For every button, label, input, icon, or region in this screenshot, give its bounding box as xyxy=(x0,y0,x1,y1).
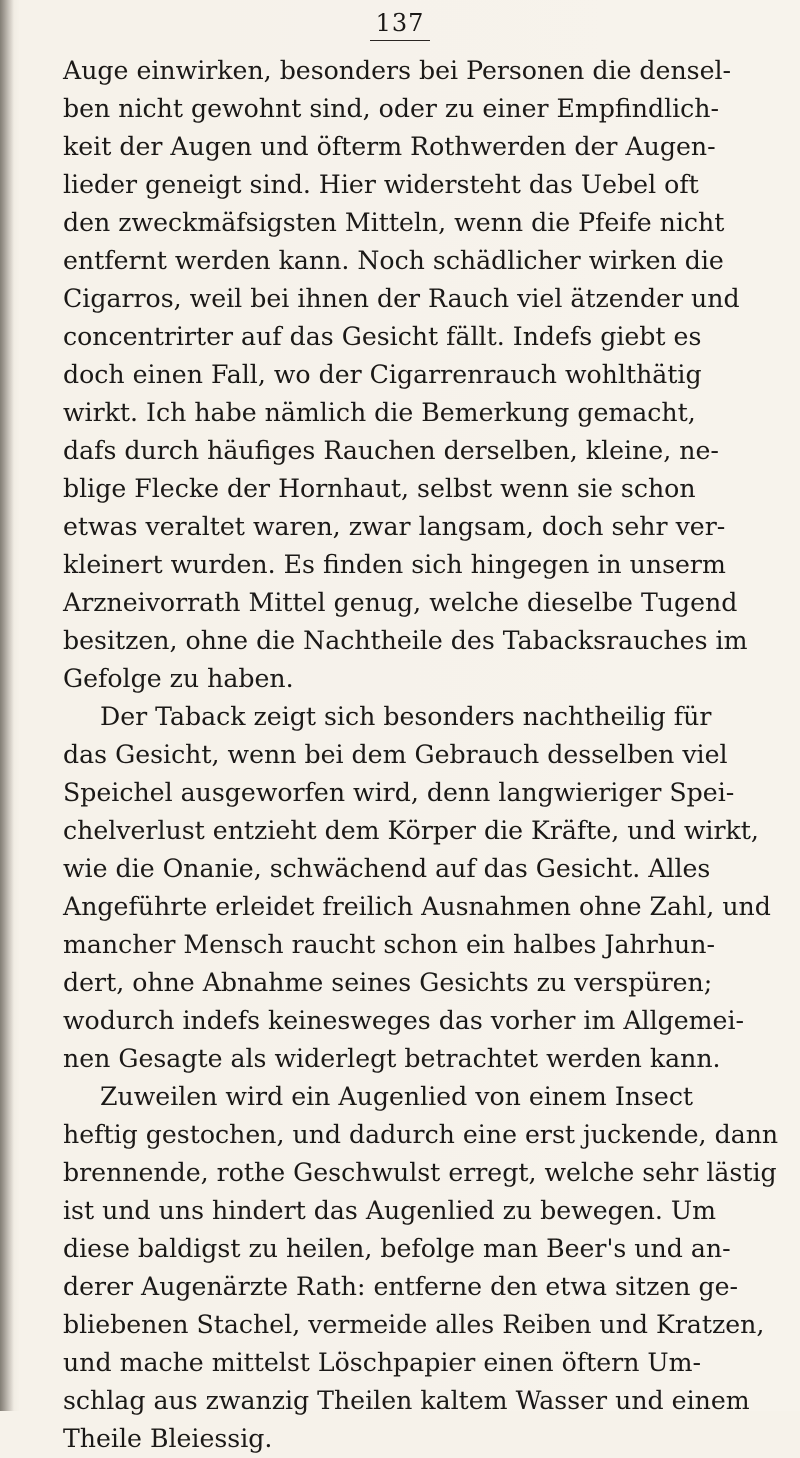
text-line: dafs durch häufiges Rauchen derselben, kleine, ne- xyxy=(63,436,719,465)
text-line: mancher Mensch raucht schon ein halbes Jahrhun- xyxy=(63,930,715,959)
text-line: den zweckmäfsigsten Mitteln, wenn die Pfeife nicht xyxy=(63,208,725,237)
text-line: diese baldigst zu heilen, befolge man Beer's und an- xyxy=(63,1234,731,1263)
text-line: dert, ohne Abnahme seines Gesichts zu verspüren; xyxy=(63,968,713,997)
text-line: schlag aus zwanzig Theilen kaltem Wasser und einem xyxy=(63,1386,750,1415)
text-line: heftig gestochen, und dadurch eine erst juckende, dann xyxy=(63,1120,779,1149)
text-line: chelverlust entzieht dem Körper die Kräfte, und wirkt, xyxy=(63,816,759,845)
text-line: lieder geneigt sind. Hier widersteht das Uebel oft xyxy=(63,170,699,199)
binding-shadow xyxy=(0,0,14,1411)
text-line: Der Taback zeigt sich besonders nachtheilig für xyxy=(100,702,712,731)
text-line: Zuweilen wird ein Augenlied von einem Insect xyxy=(100,1082,694,1111)
text-line: nen Gesagte als widerlegt betrachtet werden kann. xyxy=(63,1044,721,1073)
page-number: 137 xyxy=(370,8,430,41)
text-line: derer Augenärzte Rath: entferne den etwa sitzen ge- xyxy=(63,1272,739,1301)
text-line: doch einen Fall, wo der Cigarrenrauch wohlthätig xyxy=(63,360,702,389)
text-line: ist und uns hindert das Augenlied zu bewegen. Um xyxy=(63,1196,717,1225)
text-line: Auge einwirken, besonders bei Personen die densel- xyxy=(63,56,732,85)
text-line: Angeführte erleidet freilich Ausnahmen ohne Zahl, und xyxy=(63,892,771,921)
text-line: keit der Augen und öfterm Rothwerden der Augen- xyxy=(63,132,716,161)
text-line: und mache mittelst Löschpapier einen öftern Um- xyxy=(63,1348,702,1377)
text-line: Arzneivorrath Mittel genug, welche dieselbe Tugend xyxy=(63,588,738,617)
text-line: Cigarros, weil bei ihnen der Rauch viel ätzender und xyxy=(63,284,740,313)
text-line: brennende, rothe Geschwulst erregt, welche sehr lästig xyxy=(63,1158,777,1187)
text-line: das Gesicht, wenn bei dem Gebrauch desselben viel xyxy=(63,740,728,769)
text-line: bliebenen Stachel, vermeide alles Reiben und Kratzen, xyxy=(63,1310,765,1339)
text-line: entfernt werden kann. Noch schädlicher wirken die xyxy=(63,246,724,275)
text-line: concentrirter auf das Gesicht fällt. Indefs giebt es xyxy=(63,322,702,351)
text-line: Gefolge zu haben. xyxy=(63,664,294,693)
text-line: besitzen, ohne die Nachtheile des Tabacksrauches im xyxy=(63,626,748,655)
text-line: wie die Onanie, schwächend auf das Gesicht. Alles xyxy=(63,854,711,883)
text-line: blige Flecke der Hornhaut, selbst wenn sie schon xyxy=(63,474,696,503)
text-line: Speichel ausgeworfen wird, denn langwieriger Spei- xyxy=(63,778,735,807)
text-line: etwas veraltet waren, zwar langsam, doch sehr ver- xyxy=(63,512,726,541)
text-line: ben nicht gewohnt sind, oder zu einer Empfindlich- xyxy=(63,94,720,123)
text-line: kleinert wurden. Es finden sich hingegen in unserm xyxy=(63,550,726,579)
text-line: wirkt. Ich habe nämlich die Bemerkung gemacht, xyxy=(63,398,696,427)
text-line: wodurch indefs keinesweges das vorher im Allgemei- xyxy=(63,1006,745,1035)
text-line: Theile Bleiessig. xyxy=(63,1424,273,1453)
